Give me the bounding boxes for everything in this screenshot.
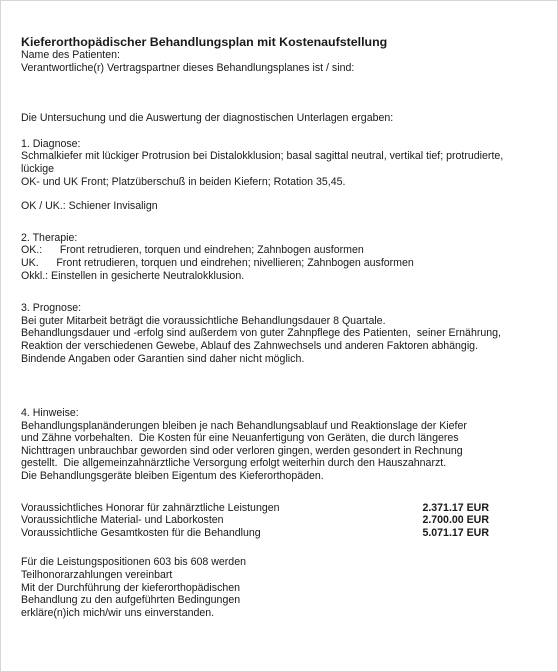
cost-amount: 5.071.17 EUR bbox=[422, 526, 489, 539]
cost-row-fee bbox=[21, 502, 553, 515]
closing-line: Mit der Durchführung der kieferorthopädischen bbox=[21, 581, 241, 594]
cost-row-material bbox=[21, 514, 553, 527]
document-content bbox=[21, 35, 553, 619]
therapy-line: UK. Front retrudieren, torquen und eindrehen; nivellieren; Zahnbogen ausformen bbox=[21, 256, 414, 269]
therapy-line: OK.: Front retrudieren, torquen und eindrehen; Zahnbogen ausformen bbox=[21, 244, 364, 257]
diagnosis-line: lückige bbox=[21, 162, 54, 175]
closing-line: erkläre(n)ich mich/wir uns einverstanden. bbox=[21, 606, 215, 619]
notes-line: Nichttragen unbrauchbar geworden sind oder verloren gingen, werden gesondert in Rechnung bbox=[21, 444, 463, 457]
diagnosis-line: OK- und UK Front; Platzüberschuß in beiden Kiefern; Rotation 35,45. bbox=[21, 175, 346, 188]
cost-amount: 2.700.00 EUR bbox=[422, 514, 489, 527]
therapy-line: Okkl.: Einstellen in gesicherte Neutralokklusion. bbox=[21, 269, 245, 282]
prognosis-line: Reaktion der verschiedenen Gewebe, Ablauf des Zahnwechsels und anderen Faktoren abhängig. bbox=[21, 339, 479, 352]
intro-text: Die Untersuchung und die Auswertung der diagnostischen Unterlagen ergaben: bbox=[21, 112, 394, 125]
closing-line: Teilhonorarzahlungen vereinbart bbox=[21, 569, 173, 582]
prognosis-line: Bei guter Mitarbeit beträgt die voraussichtliche Behandlungsdauer 8 Quartale. bbox=[21, 314, 386, 327]
closing-line: Behandlung zu den aufgeführten Bedingungen bbox=[21, 594, 241, 607]
document-title: Kieferorthopädischer Behandlungsplan mit Kostenaufstellung bbox=[21, 35, 388, 49]
notes-line: Behandlungsplanänderungen bleiben je nach Behandlungsablauf und Reaktionslage der Kiefer bbox=[21, 419, 467, 432]
diagnosis-line: Schmalkiefer mit lückiger Protrusion bei Distalokklusion; basal sagittal neutral, vertikal tief; protrudierte, bbox=[21, 150, 504, 163]
cost-amount: 2.371.17 EUR bbox=[422, 501, 489, 514]
diagnosis-appliance: OK / UK.: Schiener Invisalign bbox=[21, 200, 158, 213]
patient-name-label: Name des Patienten: bbox=[21, 49, 120, 61]
cost-label: Voraussichtliche Gesamtkosten für die Behandlung bbox=[21, 526, 261, 539]
notes-heading: 4. Hinweise: bbox=[21, 407, 79, 420]
prognosis-line: Bindende Angaben oder Garantien sind daher nicht möglich. bbox=[21, 352, 305, 365]
cost-label: Voraussichtliches Honorar für zahnärztliche Leistungen bbox=[21, 501, 280, 514]
notes-line: und Zähne vorbehalten. Die Kosten für eine Neuanfertigung von Geräten, die durch längeres bbox=[21, 432, 459, 445]
therapy-heading: 2. Therapie: bbox=[21, 231, 78, 244]
cost-row-total bbox=[21, 527, 553, 540]
closing-line: Für die Leistungspositionen 603 bis 608 werden bbox=[21, 556, 246, 569]
notes-line: gestellt. Die allgemeinzahnärztliche Versorgung erfolgt weiterhin durch den Hauszahnarzt. bbox=[21, 457, 447, 470]
responsible-party-label: Verantwortliche(r) Vertragspartner dieses Behandlungsplanes ist / sind: bbox=[21, 61, 355, 74]
prognosis-line: Behandlungsdauer und -erfolg sind außerdem von guter Zahnpflege des Patienten, seiner Ernährung, bbox=[21, 327, 501, 340]
diagnosis-heading: 1. Diagnose: bbox=[21, 137, 81, 150]
cost-label: Voraussichtliche Material- und Laborkosten bbox=[21, 514, 224, 527]
cost-table bbox=[21, 502, 553, 540]
notes-line: Die Behandlungsgeräte bleiben Eigentum des Kieferorthopäden. bbox=[21, 470, 324, 483]
prognosis-heading: 3. Prognose: bbox=[21, 302, 82, 315]
